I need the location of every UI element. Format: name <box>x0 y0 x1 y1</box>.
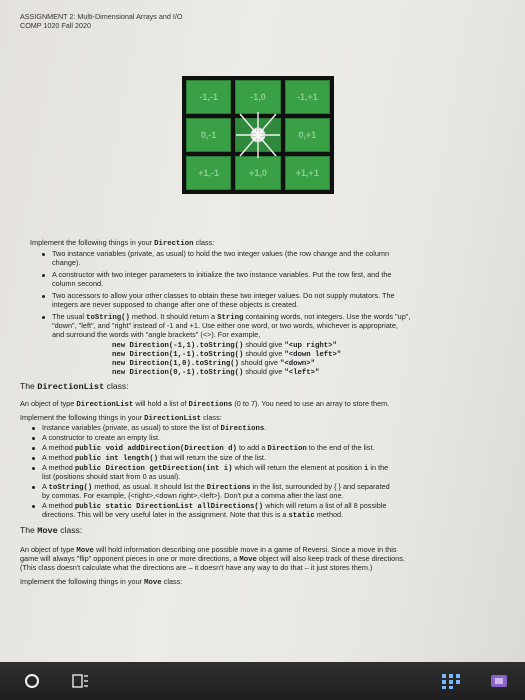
text: . <box>264 423 267 432</box>
directionlist-bullet-5-cont: list (positions should start from 0 as usual). <box>42 472 181 481</box>
text: game will always "flip" opponent pieces in one or more directions, a <box>20 554 238 563</box>
code-text: new Direction(1,-1).toString() <box>112 351 244 359</box>
code-text: "<up right>" <box>284 342 337 350</box>
code-text: Move <box>37 526 58 536</box>
code-text: Direction <box>267 445 307 453</box>
text: should give <box>241 358 278 367</box>
text: The <box>20 525 35 535</box>
grid-cell: -1,+1 <box>285 80 330 114</box>
move-desc-3: (This class doesn't calculate what the directions are – it doesn't have any way to do that – it just stores them.) <box>20 563 373 572</box>
text: will hold a list of <box>135 399 187 408</box>
bullet <box>42 295 45 298</box>
grid-cell: +1,+1 <box>285 156 330 190</box>
direction-bullet-2-cont: column second. <box>52 279 104 288</box>
code-text: toString() <box>86 314 130 322</box>
text: method. It should return a <box>131 312 216 321</box>
directionlist-heading <box>20 381 129 392</box>
direction-bullet-1: Two instance variables (private, as usual) to hold the two integer values (the row change and the column <box>52 249 390 258</box>
direction-intro <box>30 238 214 249</box>
bullet <box>32 457 35 460</box>
text: which will return a list of all 8 possible <box>265 501 387 510</box>
code-text: "<down left>" <box>284 351 342 359</box>
assignment-title: ASSIGNMENT 2: Multi-Dimensional Arrays and I/O <box>20 12 183 21</box>
grid-cell: +1,0 <box>235 156 280 190</box>
code-text: DirectionList <box>37 382 105 392</box>
text: The usual <box>52 312 85 321</box>
bullet <box>32 486 35 489</box>
code-text: Move <box>76 547 94 555</box>
text: containing words, not integers. Use the words "up", <box>245 312 411 321</box>
text: Instance variables (private, as usual) to store the list of <box>42 423 219 432</box>
code-text: public int length() <box>74 455 159 463</box>
code-text: i <box>363 465 369 473</box>
text: class: <box>106 381 129 391</box>
code-text: public Direction getDirection(int i) <box>74 465 233 473</box>
code-text: Directions <box>188 401 233 409</box>
bullet <box>32 427 35 430</box>
text: A method <box>42 443 73 452</box>
compass-star-icon <box>245 122 271 148</box>
text: method, as usual. It should list the <box>94 482 205 491</box>
direction-bullet-3: Two accessors to allow your other classes to obtain these two integer values. Do not supply mutators. The <box>52 291 395 300</box>
code-text: Directions <box>220 425 265 433</box>
grid-cell: 0,+1 <box>285 118 330 152</box>
text: A method <box>42 501 73 510</box>
code-text: DirectionList <box>144 415 202 423</box>
grid-cell: +1,-1 <box>186 156 231 190</box>
direction-bullet-3-cont: integers are never supposed to change after one of these objects is created. <box>52 300 299 309</box>
text: should give <box>245 367 283 376</box>
text: An object of type <box>20 545 75 554</box>
task-view-icon[interactable] <box>70 672 90 690</box>
text: that will return the size of the list. <box>160 453 266 462</box>
text: to add a <box>238 443 266 452</box>
text: class: <box>60 525 83 535</box>
bullet <box>32 447 35 450</box>
code-text: "<down>" <box>279 360 316 368</box>
text: object will also keep track of these directions. <box>258 554 405 563</box>
text: class: <box>163 577 183 586</box>
directionlist-desc <box>20 399 389 410</box>
code-text: static <box>288 512 315 520</box>
direction-bullet-4-cont: "down", "left", and "right" instead of -1 and +1. Use either one word, or two words, whichever is appropriate, <box>52 321 398 330</box>
directionlist-bullet-7-cont <box>42 510 343 521</box>
directionlist-bullet-6-cont: by commas. For example, {<right>,<down right>,<left>}. Don't put a comma after the last one. <box>42 491 344 500</box>
example-line <box>112 367 319 378</box>
text: will hold information describing one possible move in a game of Reversi. Since a move in this <box>95 545 397 554</box>
grid-cell: 0,-1 <box>186 118 231 152</box>
app-grid-icon[interactable] <box>440 672 462 690</box>
bullet <box>32 437 35 440</box>
bullet <box>42 316 45 319</box>
direction-bullet-1-cont: change). <box>52 258 81 267</box>
code-text: Move <box>144 579 162 587</box>
text: which will return the element at position <box>234 463 362 472</box>
text: directions. This will be very useful later in the assignment. Note that this is a <box>42 510 287 519</box>
bullet <box>32 467 35 470</box>
search-circle-icon[interactable] <box>22 672 42 690</box>
code-text: public static DirectionList allDirections() <box>74 503 264 511</box>
code-text: new Direction(-1,1).toString() <box>112 342 244 350</box>
bullet <box>32 505 35 508</box>
text: to the end of the list. <box>308 443 375 452</box>
app-icon-2[interactable] <box>488 672 510 690</box>
code-text: String <box>217 314 244 322</box>
text: Implement the following things in your <box>20 413 143 422</box>
text: A <box>42 482 47 491</box>
direction-bullet-2: A constructor with two integer parameters to initialize the two instance variables. Put the row first, and the <box>52 270 392 279</box>
text: should give <box>245 349 283 358</box>
code-text: Directions <box>206 484 251 492</box>
grid-cell: -1,0 <box>235 80 280 114</box>
text: in the list, surrounded by { } and separated <box>252 482 390 491</box>
course-label: COMP 1020 Fall 2020 <box>20 21 91 30</box>
code-text: public void addDirection(Direction d) <box>74 445 237 453</box>
text: The <box>20 381 35 391</box>
code-text: new Direction(0,-1).toString() <box>112 369 244 377</box>
code-text: toString() <box>48 484 93 492</box>
grid-cell-center <box>235 118 280 152</box>
grid-cell: -1,-1 <box>186 80 231 114</box>
text: in the <box>370 463 389 472</box>
text: method. <box>316 510 344 519</box>
move-heading <box>20 525 82 536</box>
move-intro <box>20 577 182 588</box>
text: A method <box>42 453 73 462</box>
text: (0 to 7). You need to use an array to store them. <box>234 399 390 408</box>
text: should give <box>245 340 283 349</box>
bullet <box>42 253 45 256</box>
code-text: new Direction(1,0).toString() <box>112 360 239 368</box>
text: class: <box>203 413 222 422</box>
text: class: <box>195 238 215 247</box>
code-text: DirectionList <box>76 401 134 409</box>
code-text: Direction <box>154 240 194 248</box>
direction-bullet-4-cont2: and surround the words with "angle brackets" (<>). For example, <box>52 330 261 339</box>
bullet <box>42 274 45 277</box>
text: Implement the following things in your <box>20 577 143 586</box>
taskbar <box>0 662 525 700</box>
text: A method <box>42 463 73 472</box>
code-text: Move <box>239 556 257 564</box>
code-text: "<left>" <box>284 369 320 377</box>
text: An object of type <box>20 399 75 408</box>
directionlist-bullet-2: A constructor to create an empty list. <box>42 433 161 442</box>
text: Implement the following things in your <box>30 238 153 247</box>
direction-grid-figure <box>182 76 334 194</box>
